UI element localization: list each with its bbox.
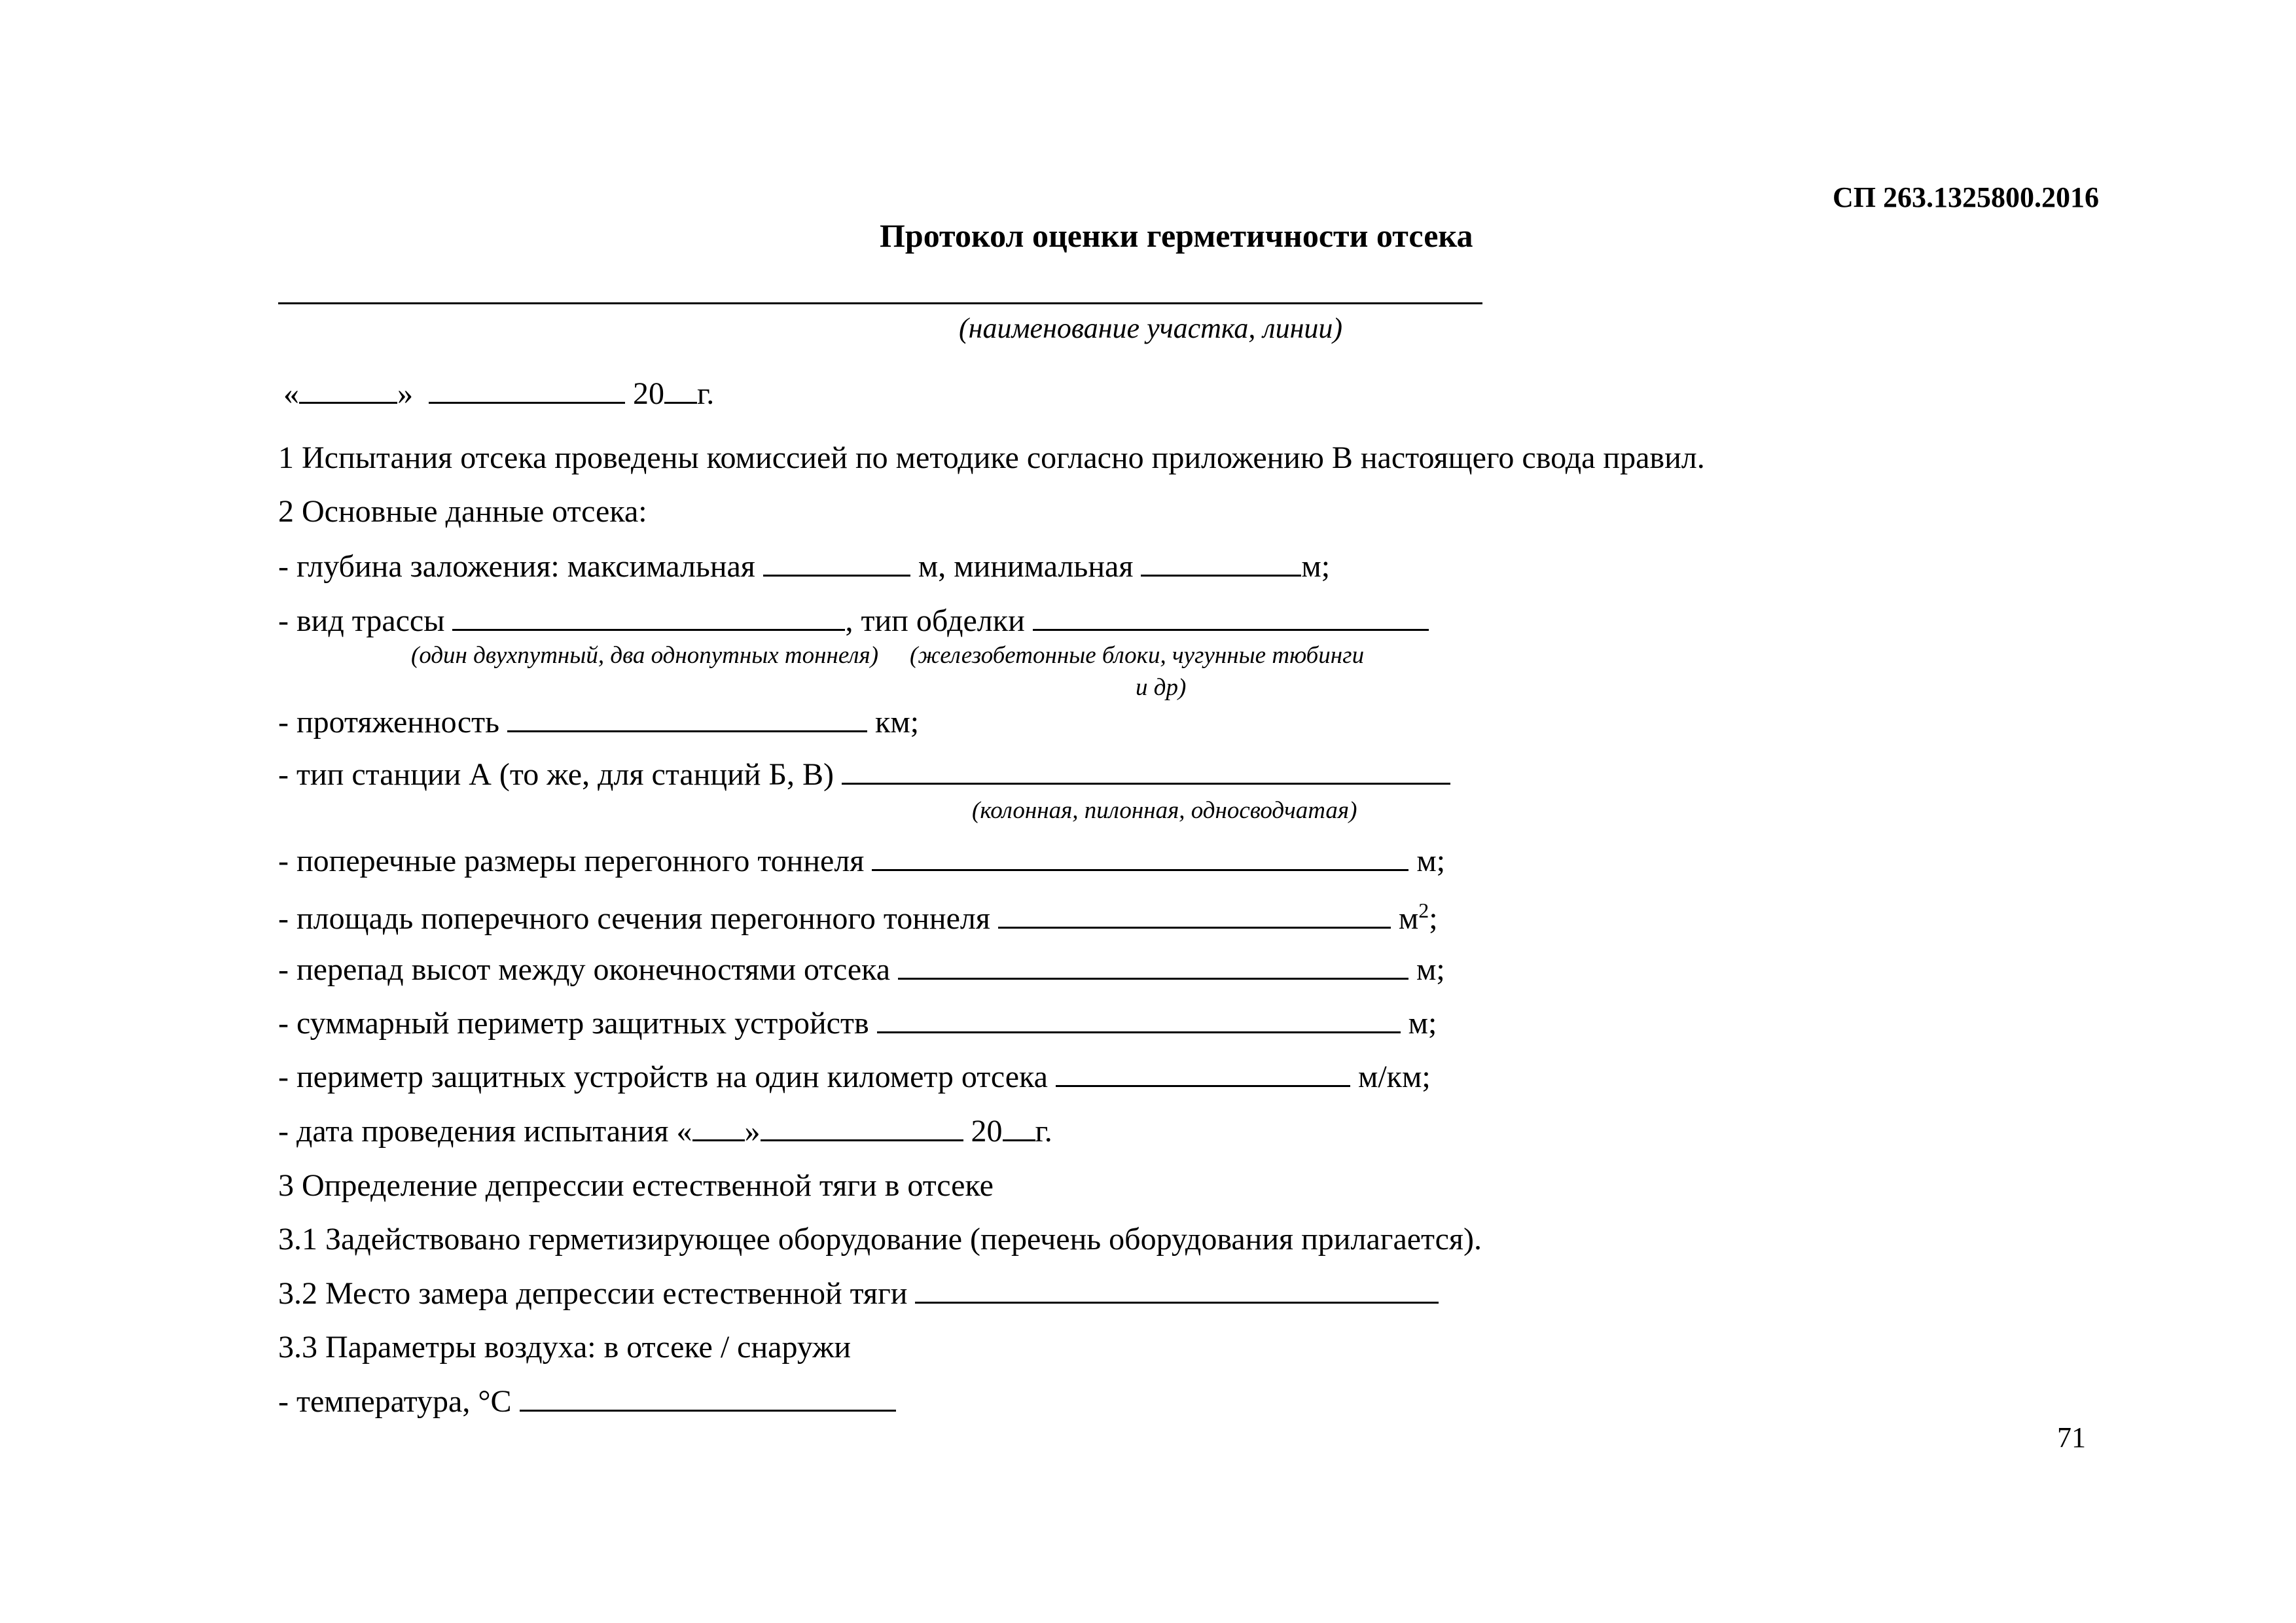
route-label: - вид трассы bbox=[278, 603, 445, 638]
perimeter-label: - суммарный периметр защитных устройств bbox=[278, 1006, 869, 1041]
item-3-2-label: 3.2 Место замера депрессии естественной тяги bbox=[278, 1276, 908, 1311]
lining-caption-2: и др) bbox=[1136, 674, 1187, 701]
height-unit: м; bbox=[1416, 952, 1445, 987]
date-day-field[interactable] bbox=[299, 378, 397, 404]
depth-min-unit: м; bbox=[1301, 549, 1331, 584]
item-3-3: 3.3 Параметры воздуха: в отсеке / снаружи bbox=[278, 1330, 852, 1364]
area-label: - площадь поперечного сечения перегонного тоннеля bbox=[278, 901, 990, 936]
page-title: Протокол оценки герметичности отсека bbox=[880, 217, 1473, 254]
height-label: - перепад высот между оконечностями отсека bbox=[278, 952, 891, 987]
protocol-date bbox=[283, 378, 714, 410]
station-row bbox=[278, 759, 1450, 791]
depth-row bbox=[278, 551, 1330, 582]
site-name-field[interactable] bbox=[278, 302, 1482, 304]
item-3: 3 Определение депрессии естественной тяги в отсеке bbox=[278, 1168, 994, 1203]
depth-label: - глубина заложения: максимальная bbox=[278, 549, 755, 584]
dims-label: - поперечные размеры перегонного тоннеля bbox=[278, 844, 865, 878]
depth-max-unit: м, минимальная bbox=[918, 549, 1134, 584]
area-unit-exponent: 2 bbox=[1418, 899, 1429, 922]
test-date-year-field[interactable] bbox=[1003, 1116, 1035, 1141]
date-open-quote: « bbox=[283, 376, 299, 411]
station-caption: (колонная, пилонная, односводчатая) bbox=[972, 797, 1357, 824]
length-field[interactable] bbox=[507, 707, 867, 732]
item-1: 1 Испытания отсека проведены комиссией по методике согласно приложению В настоящего свода правил. bbox=[278, 440, 1705, 475]
perimeter-per-km-field[interactable] bbox=[1056, 1061, 1350, 1087]
station-label: - тип станции А (то же, для станций Б, В) bbox=[278, 757, 834, 792]
height-field[interactable] bbox=[898, 954, 1408, 980]
temperature-row bbox=[278, 1386, 896, 1418]
length-unit: км; bbox=[875, 705, 920, 740]
route-row bbox=[278, 605, 1429, 637]
date-month-field[interactable] bbox=[429, 378, 625, 404]
test-date-close-quote: » bbox=[744, 1114, 761, 1149]
depth-min-field[interactable] bbox=[1141, 551, 1301, 577]
lining-label: , тип обделки bbox=[845, 603, 1025, 638]
test-date-day-field[interactable] bbox=[692, 1116, 745, 1141]
area-field[interactable] bbox=[998, 903, 1391, 929]
depth-max-field[interactable] bbox=[763, 551, 910, 577]
test-date-label: - дата проведения испытания « bbox=[278, 1114, 692, 1149]
perimeter-per-km-unit: м/км; bbox=[1357, 1060, 1431, 1094]
item-3-2-row bbox=[278, 1278, 1439, 1310]
site-name-caption: (наименование участка, линии) bbox=[959, 312, 1343, 344]
station-type-field[interactable] bbox=[842, 759, 1450, 785]
test-date-month-field[interactable] bbox=[761, 1116, 963, 1141]
perimeter-per-km-row bbox=[278, 1061, 1431, 1093]
perimeter-row bbox=[278, 1008, 1437, 1039]
route-caption: (один двухпутный, два однопутных тоннеля) bbox=[411, 642, 879, 669]
temperature-field[interactable] bbox=[520, 1386, 896, 1412]
area-unit-end: ; bbox=[1429, 901, 1438, 936]
length-row bbox=[278, 707, 919, 738]
area-unit: м bbox=[1398, 901, 1419, 936]
perimeter-field[interactable] bbox=[877, 1008, 1401, 1033]
page-number: 71 bbox=[2057, 1421, 2086, 1454]
item-3-1: 3.1 Задействовано герметизирующее оборудование (перечень оборудования прилагается). bbox=[278, 1222, 1482, 1257]
length-label: - протяженность bbox=[278, 705, 500, 740]
measurement-place-field[interactable] bbox=[915, 1278, 1439, 1304]
date-year-field[interactable] bbox=[664, 378, 697, 404]
lining-caption-1: (железобетонные блоки, чугунные тюбинги bbox=[910, 642, 1365, 669]
dims-unit: м; bbox=[1416, 844, 1446, 878]
area-row bbox=[278, 900, 1438, 935]
temperature-label: - температура, °С bbox=[278, 1384, 512, 1419]
route-type-field[interactable] bbox=[452, 605, 845, 631]
standard-code: СП 263.1325800.2016 bbox=[1833, 181, 2099, 213]
perimeter-unit: м; bbox=[1408, 1006, 1437, 1041]
test-date-year-suffix: г. bbox=[1035, 1114, 1052, 1149]
lining-type-field[interactable] bbox=[1033, 605, 1429, 631]
perimeter-per-km-label: - периметр защитных устройств на один километр отсека bbox=[278, 1060, 1048, 1094]
height-row bbox=[278, 954, 1445, 986]
date-year-prefix: 20 bbox=[633, 376, 664, 411]
item-2: 2 Основные данные отсека: bbox=[278, 494, 647, 529]
date-year-suffix: г. bbox=[697, 376, 715, 411]
date-close-quote: » bbox=[397, 376, 413, 411]
dims-field[interactable] bbox=[872, 846, 1408, 871]
dims-row bbox=[278, 846, 1445, 877]
test-date-year-prefix: 20 bbox=[971, 1114, 1003, 1149]
test-date-row bbox=[278, 1116, 1052, 1147]
